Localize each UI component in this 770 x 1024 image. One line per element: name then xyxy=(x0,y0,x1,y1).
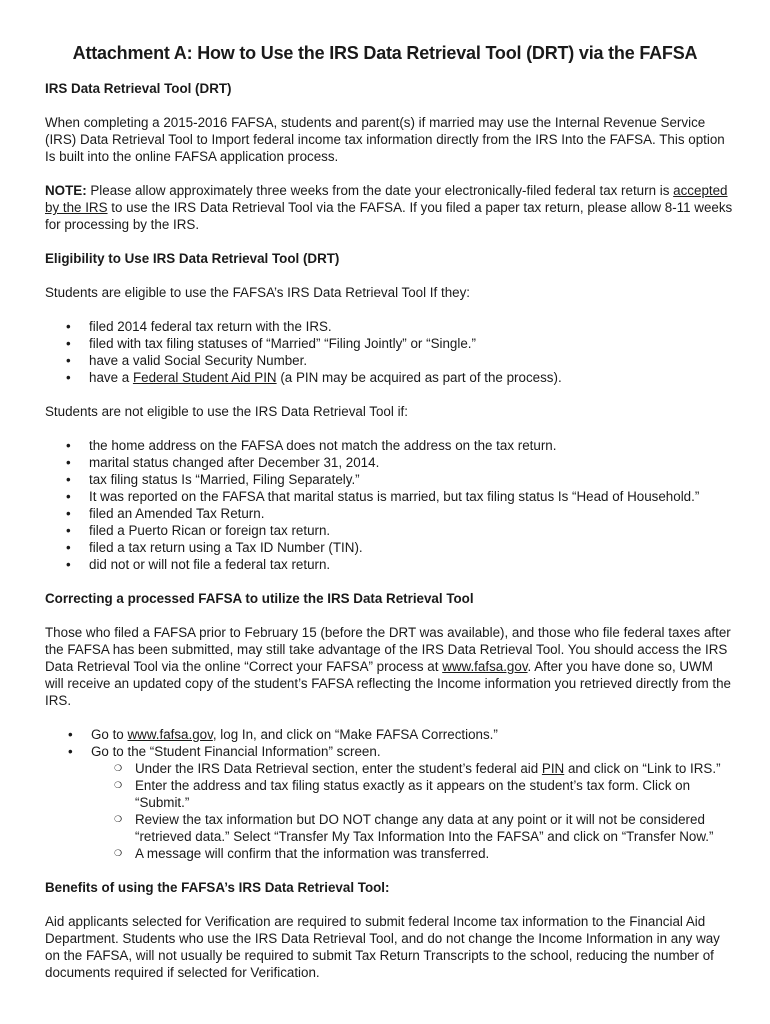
note-paragraph xyxy=(45,182,735,233)
document-body xyxy=(45,80,735,981)
step1-text-2: , log In, and click on “Make FAFSA Corrections.” xyxy=(212,727,498,742)
sub1-text-2: and click on “Link to IRS.” xyxy=(564,761,721,776)
list-item xyxy=(45,743,735,862)
sub-steps xyxy=(91,760,735,862)
benefits-paragraph: Aid applicants selected for Verification are required to submit federal Income tax information to the Financial Aid Department. Students who use the IRS Data Retrieval Tool, and do not change the Income Information in any way on the FAFSA, will not usually be required to submit Tax Return Transcripts to the school, reducing the number of documents required if selected for Verification. xyxy=(45,914,720,980)
list-item: • filed a tax return using a Tax ID Number (TIN). xyxy=(45,539,735,556)
drt-intro: When completing a 2015-2016 FAFSA, students and parent(s) if married may use the Internal Revenue Service (IRS) Data Retrieval Tool to Import federal income tax information directly from the IRS Into the FAFSA. This option Is built into the online FAFSA application process. xyxy=(45,115,725,164)
federal-student-aid-pin-link[interactable]: Federal Student Aid PIN xyxy=(132,370,277,385)
sub-list-item: ❍ A message will confirm that the information was transferred. xyxy=(91,845,735,862)
note-text-2: to use the IRS Data Retrieval Tool via the FAFSA. If you filed a paper tax return, please allow 8-11 weeks for processing by the IRS. xyxy=(45,200,733,232)
pin-text-1: have a xyxy=(89,370,133,385)
list-item: • marital status changed after December 31, 2014. xyxy=(45,454,735,471)
eligible-intro: Students are eligible to use the FAFSA’s IRS Data Retrieval Tool If they: xyxy=(45,285,470,300)
correction-steps xyxy=(45,726,735,862)
pin-link[interactable]: PIN xyxy=(541,761,565,776)
not-eligible-intro: Students are not eligible to use the IRS Data Retrieval Tool if: xyxy=(45,404,408,419)
page-title: Attachment A: How to Use the IRS Data Retrieval Tool (DRT) via the FAFSA xyxy=(72,43,698,63)
drt-heading: IRS Data Retrieval Tool (DRT) xyxy=(45,81,232,96)
benefits-heading: Benefits of using the FAFSA’s IRS Data Retrieval Tool: xyxy=(45,880,390,895)
sub-list-item: ❍ Enter the address and tax filing status exactly as it appears on the student’s tax form. Click on “Submit.” xyxy=(91,777,735,811)
list-item: • filed an Amended Tax Return. xyxy=(45,505,735,522)
sub-list-item xyxy=(91,760,735,777)
note-text-1: Please allow approximately three weeks from the date your electronically-filed federal tax return is xyxy=(86,183,674,198)
correcting-text-1: Those who filed a FAFSA prior to February 15 (before the DRT was available), and those who file federal taxes after the FAFSA has been submitted, may still take advantage of the IRS Data Retrieval Tool. You should access the IRS Data Retrieval Tool via the online “Correct your FAFSA” process at xyxy=(45,625,731,674)
fafsa-link-step[interactable]: www.fafsa.gov xyxy=(127,727,213,742)
list-item: • did not or will not file a federal tax return. xyxy=(45,556,735,573)
list-item xyxy=(45,726,735,743)
note-label: NOTE: xyxy=(45,183,87,198)
pin-text-2: (a PIN may be acquired as part of the process). xyxy=(276,370,562,385)
eligibility-heading: Eligibility to Use IRS Data Retrieval Tool (DRT) xyxy=(45,251,340,266)
step2-text: Go to the “Student Financial Information” screen. xyxy=(91,744,381,759)
list-item: • have a valid Social Security Number. xyxy=(45,352,735,369)
sub1-text-1: Under the IRS Data Retrieval section, enter the student’s federal aid xyxy=(135,761,542,776)
correcting-heading: Correcting a processed FAFSA to utilize the IRS Data Retrieval Tool xyxy=(45,591,474,606)
list-item: • the home address on the FAFSA does not match the address on the tax return. xyxy=(45,437,735,454)
eligible-list xyxy=(45,318,735,386)
correcting-paragraph xyxy=(45,624,735,709)
list-item: • filed with tax filing statuses of “Married” “Filing Jointly” or “Single.” xyxy=(45,335,735,352)
step1-text-1: Go to xyxy=(91,727,128,742)
fafsa-link[interactable]: www.fafsa.gov xyxy=(442,659,528,674)
correcting-text-2: . After you have done so, UWM will receive an updated copy of the student’s FAFSA reflecting the Income information you retrieved directly from the IRS. xyxy=(45,659,732,708)
sub-list-item: ❍ Review the tax information but DO NOT change any data at any point or it will not be considered “retrieved data.” Select “Transfer My Tax Information Into the FAFSA” and click on “Transfer Now.” xyxy=(91,811,735,845)
list-item: • tax filing status Is “Married, Filing Separately.” xyxy=(45,471,735,488)
list-item: • filed a Puerto Rican or foreign tax return. xyxy=(45,522,735,539)
list-item: • It was reported on the FAFSA that marital status is married, but tax filing status Is “Head of Household.” xyxy=(45,488,735,505)
list-item: • filed 2014 federal tax return with the IRS. xyxy=(45,318,735,335)
not-eligible-list xyxy=(45,437,735,573)
list-item xyxy=(45,369,735,386)
accepted-by-irs-link[interactable]: accepted by the IRS xyxy=(45,183,728,215)
